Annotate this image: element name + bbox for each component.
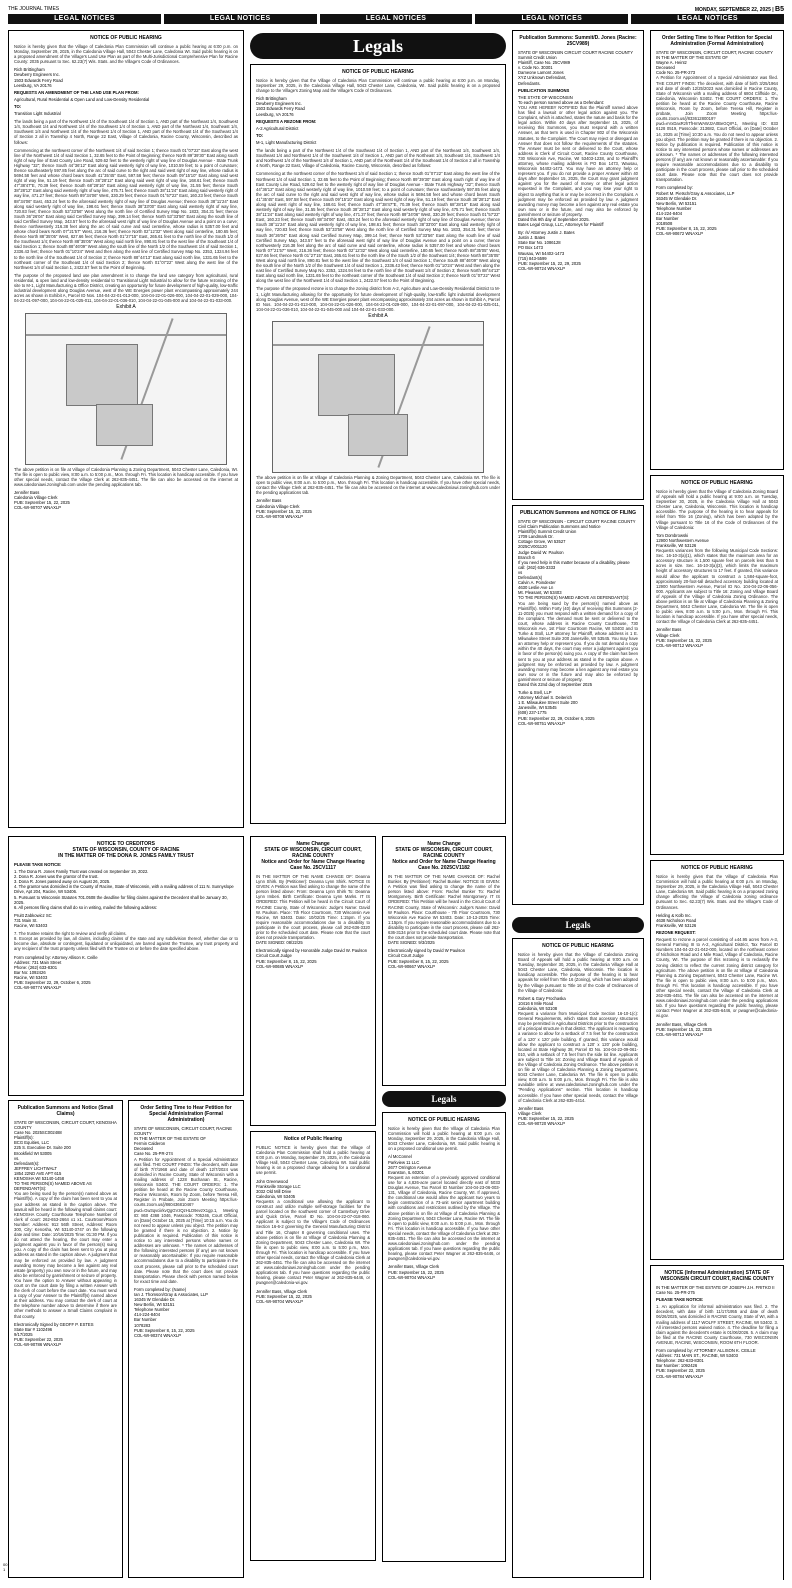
section-header-row xyxy=(8,14,784,24)
notice-name-change-bunker: Name Change STATE OF WISCONSIN, CIRCUIT COURT, RACINE COUNTY Notice and Order for Name Change Hearing Case No. 2025CV1182 IN THE MATTER OF THE NAME CHANGE OF: Rachel Bunker. By (Petitioner): Rachel Bunker. NOTICE IS GIVEN: A Petition was filed asking to change the name of the person listed above: From: Rachel Bunker To: Rachel Montgomery. Birth Certificate: Rachel Montgomery. IT IS ORDERED: This Petition will be heard in the Circuit Court of RACINE County, State of Wisconsin: Judge's Name: David W Paulson. Place: Courthouse - 7th Floor Courtroom, 730 Wisconsin Ave Racine WI 53403. Date: 10-13-2025 Time: 1:15pm. If you require reasonable accommodations due to a disability to participate in the court process, please call 262-636-3134 prior to the scheduled court date. Please note that the court does not provide transportation. DATE SIGNED: 9/3/2025 Electronically signed by David W Paulson Circuit Court Judge PUB: September 8, 15, 22, 2025 COL-WI-90667 WNAXLP xyxy=(382,836,506,1086)
notice-title: NOTICE OF PUBLIC HEARING xyxy=(408,1117,480,1123)
page-number: B5 xyxy=(775,5,784,13)
paper-name: THE JOURNAL TIMES xyxy=(8,6,60,12)
applicant-block: John Greenwood Franksville Storage LLC 3032 Old Mill Drive Caledonia, WI 53405 xyxy=(256,1178,301,1199)
notice-to-creditors: NOTICE TO CREDITORS STATE OF WISCONSIN, COUNTY OF RACINE IN THE MATTER OF THE DONA R. JONES FAMILY TRUST PLEASE TAKE NOTICE: 1. The Dona R. Jones Family Trust was created on September 19, 2022. 2. Dona R. Jones was the grantor of the trust. 3. Dona R. Jones passed away on August 26, 2025. 4. The grantor was domiciled in the County of Racine, State of Wisconsin, with a mailing address of 111 N. Sunnyslope Drive, Apt 204, Racine, WI 53406. 5. Pursuant to Wisconsin Statutes 701.0508 the deadline for filing claims against the Decedent shall be January 30, 2025. 6. All persons filing claims shall do so in writing, mailed the following address: Pruitt Zabkowicz SC 731 Main St. Racine, WI 53403 7. The trustee retains the right to review and verify all claims. 8. Except as provided by law, all claims, including claims of the state and any subdivision thereof, whether due or to become due, absolute or contingent, liquidated or unliquidated, are barred against the Trustee, any trust property and any recipient of the trust property unless filed with the Trustee on or before the date specified above. Form completed by: Attorney Allison K. Ceille Address: 731 Main Street Phone: (262) 633-8301 Bar No: 1092426 Racine, WI 53403 PUB: September 22, 29, October 6, 2025 COL-WI-90774 WNAXLP xyxy=(8,836,244,1096)
running-header xyxy=(8,4,784,14)
exhibit-caption: Exhibit A xyxy=(368,312,388,319)
notice-title: NOTICE OF PUBLIC HEARING xyxy=(542,943,614,949)
order-body: A Petition for Appointment of a Special Administrator was filed. THE COURT FINDS: The decedent, with date of birth 3/25/1964 and date of death 12/25/2023 was domiciled in Racine County, State of Wisconsin with a mailing address of 6804 Cliffside Dr., Caledonia, Wisconsin 53402. THE COURT ORDERS: 1. The petition be heard at the Racine County Courthouse, Racine Wisconsin, Room by Zoom, before Teresa Hill, Register in probate, Join Zoom Meeting https://us-courts.zoom.us/j/83361280019?pwd=eVxDaxRzhTfHmWAWJzA0BeGQrP.1, Meeting ID: 833 6128 0519, Passcode: 213682, Court Official, on [Date] October 14, 2025 at [Time] 10:30 a.m. You do not need to appear unless you object. The petition may be granted if there is no objection. 2. Notice by publication is required. Publication of this notice is notice to any interested persons whose names or addresses are unknown. * The names or addresses of the following interested persons (if any) are not known or reasonably ascertainable: If you require reasonable accommodations due to a disability to participate in the court process, please call prior to the scheduled court date. Please note that the court does not provide transportation. xyxy=(656,75,778,183)
request-from: A-2 Agricultural District xyxy=(256,125,299,131)
signature-block: Jennifer Bass, Village Clerk PUB: September 15, 22, 2025 COL-WI-90713 WNAXLP xyxy=(656,1021,712,1037)
notice-title: Notice of Public Hearing xyxy=(284,1136,342,1142)
claims-address: Pruitt Zabkowicz SC 731 Main St. Racine, WI 53403 xyxy=(14,912,52,929)
legals-banner: Legals xyxy=(512,917,644,933)
column-name-change xyxy=(250,836,376,1576)
signature-block: Jennifer Bass Village Clerk PUB: September 15, 22, 2025 COL-WI-90712 WNAXLP xyxy=(656,627,712,648)
signature-block: Turke & Stell, LLP Attorney Michael S. Deiterich 1 E. Milwaukee Street Suite 200 Janesville, WI 53545 (608) 237-1775 PUB: September 22, 29, October 6, 2025 COL-WI-90751 WNAXLP xyxy=(518,690,595,726)
legals-banner: Legals xyxy=(250,33,506,59)
exhibit-map xyxy=(272,321,484,473)
summons-body: You are being sued by the person(s) named above as Plaintiff(s). Within Forty (40) days of receiving this Summons (2-11-2025) you must respond with a written demand for a copy of the complaint. The demand must be sent or delivered to the court, whose address is Racine County Courthouse, 730 Wisconsin Ave, 1st Floor Courtroom Racine, WI 53403 and to Turke & Stoll, LLP attorney for Plaintiff, whose address is 1 E. Milwaukee Street Suite 200 Janesville, WI 53545. You may have an attorney help or represent you. If you do not demand a copy within the 40 days, the court may enter a judgment against you in favor of the person(s) suing you. A copy of the claim has been sent to you at your address as stated in the caption above. A judgment may be enforced as provided by law. A judgment awarding money may become a lien against any real estate you own now or in the future and may also be enforced by garnishment or seizure of property. xyxy=(518,600,638,682)
section-label: LEGAL NOTICES xyxy=(631,14,784,24)
applicant-block: Rich Brittingham Dewberry Engineers Inc. 1503 Edwards Ferry Road Leesburg, VA 20176 xyxy=(14,67,63,88)
notice-title: Name Change STATE OF WISCONSIN, CIRCUIT COURT, RACINE COUNTY Notice and Order for Name Change Hearing Case No. 25CV1117 xyxy=(261,841,365,871)
notice-title: Publication Summons and Notice (Small Claims) xyxy=(17,1105,114,1117)
signature-block: Jennifer Bass, Village Clerk PUB: September 15, 22, 2025 COL-WI-90704 WNAXLP xyxy=(256,1288,312,1304)
summons-body: YOU ARE HEREBY NOTIFIED that the Plaintiff named above has filed a lawsuit or other legal action against you. The Complaint, which is attached, states the nature and basis for the legal action. Within 40 days after September 15, 2025, of receiving this Summons, you must respond with a written Answer, as that term is used in Chapter 802 of the Wisconsin Statutes, to the Complaint. The Court may reject or disregard an Answer that does not follow the requirements of the statutes. The Answer must be sent or delivered to the Court, whose address is Clerk of Circuit Court, Racine County Courthouse, 730 Wisconsin Ave, Racine, WI 53403-1238, and to Plaintiff's attorney, whose mailing address is PO Box 1473, Wausau, Wisconsin 54402-1473. You may have an attorney help or represent you. If you do not provide a proper Answer within 40 days after September 15, 2025, the Court may grant judgment against you for the award of money or other legal action requested in the Complaint, and you may lose your right to object to anything that is or may be incorrect in the Complaint. A judgment may be enforced as provided by law. A judgment awarding money may become a lien against any real estate you own now or in the future, and may also be enforced by garnishment or seizure of property. xyxy=(518,104,638,217)
closing-paragraph: The above petition is on file at Village of Caledonia Planning & Zoning Department, 5043 Chester Lane, Caledonia WI. The file is open to public view, 8:00 a.m. to 5:00 p.m., Mon. through Fri. This location is handicap accessible. If you have other special needs, contact the Village Clerk at 262-835-4451. The file can also be accessed on the internet at www.caledoniawi.zoninghub.com under the pending applications tab. xyxy=(256,475,500,496)
purpose-paragraph: The purpose of the proposed rezone is to change the zoning district from A-2, Agriculture and Low-Density Residential District to M-1, Light Manufacturing allowing for the opportunity for future development of high-quality, low-traffic light industrial development along Douglas Avenue, west of the WE Energies power plant encompassing approximately 244 acres as shown in Exhibit A, Parcel ID Nos. 104-04-22-01-013-000, 104-04-22-01-026-000, 104-04-22-01-029-000, 104-04-22-01-097-000, 104-04-22-01-025-011, 104-04-22-01-036-010, 104-04-22-01-045-000 and 104-04-22-01-033-000. xyxy=(256,286,500,312)
closing-paragraph: The above petition is on file at Village of Caledonia Planning & Zoning Department, 5043 Chester Lane, Caledonia, WI. The file is open to public view, 8:00 a.m. to 5:00 p.m., Mon. through Fri. This location is handicap accessible. If you have other special needs, contact the Village Clerk at 262-835-4451. The file can also be accessed on the internet at www.caledoniawi.zoninghub.com under the pending applications tab. xyxy=(14,466,238,487)
request-heading: REQUESTS AN AMENDMENT OF THE LAND USE PLAN FROM: xyxy=(14,89,139,95)
notice-title: Publication Summons: Summit/D. Jones (Racine: 25CV989) xyxy=(519,35,637,47)
notice-title: Order Setting Time to Hear Petition for Special Administration (Formal Administration) xyxy=(140,1105,232,1123)
notice-title: Name Change STATE OF WISCONSIN, CIRCUIT COURT, RACINE COUNTY Notice and Order for Name Change Hearing Case No. 2025CV1182 xyxy=(392,841,496,871)
column-land-use xyxy=(8,30,244,830)
applicant-block: Robert & Gary Prochaska 10416 6 Mile Road Caledonia, WI 53108 xyxy=(518,995,566,1011)
column-right xyxy=(650,30,784,1580)
signature-block: Jennifer Bass Caledonia Village Clerk PUB: September 15, 22, 2025 COL-WI-90708 WNAXLP xyxy=(256,498,312,519)
applicant-block: Rich Brittingham Dewberry Engineers Inc. 1503 Edwards Ferry Road Leesburg, VA 20176 xyxy=(256,96,305,117)
signature-block: Jennifer Bass Caledonia Village Clerk PUB: September 15, 22, 2025 COL-WI-90707 WNAXLP xyxy=(14,489,70,511)
notice-order-calderon: Order Setting Time to Hear Petition for Special Administration (Formal Administration) STATE OF WISCONSIN, CIRCUIT COURT, RACINE COUNTY IN THE MATTER OF THE ESTATE OF Fermin Calderon Deceased Case No. 25-PR-274 A Petition for Appointment of a Special Administrator was filed. THE COURT FINDS: The decedent, with date of birth 7/7/1968 and date of death 12/7/2024 was domiciled in Racine County, State of Wisconsin with a mailing address of 1228 Buchanan St., Racine, Wisconsin 53402. THE COURT ORDERS: 1. The petition be heard at the Racine County Courthouse, Racine Wisconsin, Room by Zoom, before Teresa Hill, Register in Probate, Join Zoom Meeting https://us-courts.zoom.us/j/86043681046?pwd=Gw3qvciirkvQgGVzQzHLD9evzX1gp.1, Meeting ID: 860 4368 1046, Passcode: 705246, Court Official, on [Date] October 15, 2025 at [Time] 10:15 a.m. You do not need to appear unless you object. The petition may be granted if there is no objection. 2. Notice by publication is required. Publication of this notice is notice to any interested persons whose names or addresses are unknown. * The names or addresses of the following interested persons (if any) are not known or reasonably ascertainable: If you require reasonable accommodations due to a disability to participate in the court process, please call prior to the scheduled court date. Please note that the court does not provide transportation. Please check with person named below for exact time and date. Form completed by: (Name) Ian J. Thomson/Gray & Associates, LLP 16345 W Glendale Dr. New Berlin, WI 53151 Telephone Number 414-224-8404 Bar Number 1078283 PUB: September 8, 15, 22, 2025 COL-WI-90374 WNAXLP xyxy=(128,1100,244,1578)
legal-description: Commencing at the northwest corner of the Northwest 1/4 of said Section 1; thence South 01°07'22" East along the west line of the Northwest 1/4 of said Section 1, 32.65 feet to the Point of Beginning; thence North 89°39'30" East along south right of way line of East County Line Road, 529.62 feet to the westerly right of way line of Douglas Avenue - State Trunk Highway "32"; thence South 44°36'12" East along said westerly right of way line, 1010.59 feet; to a point of curvature; thence southeasterly 597.85 feet along the arc of said curve to the right and said west right of way line, whose radius is 5694.58 feet and whose chord bears South 41°35'45" East, 597.58 feet; thence South 09°15'10" East along said west right of way line, 51.19 feet; thence South 38°28'12" East along said west right of way line, 168.61 feet; thence South 47°38'47"E, 70.39 feet; thence South 68°28'16" East along said westerly right of way line, 31.55 feet; thence South 38°28'12" East along said westerly right of way line, 475.71 feet; thence South 38°11'24" East along said westerly right of way line, 471.27 feet; thence North 89°34'06" West, 330.29 feet; thence South 01°57'22" East, 160.23 feet; thence South 88°34'06" East, 453.24 feet to the aforesaid westerly right of way line of Douglas Avenue; thence South 38°11'24" East along said westerly right of way line, 198.61 feet; thence South 38°33'00" East along said westerly right of way line, 720.83 feet; thence South 53°33'56" West along the north line of Certified Survey Map No. 1833, 354.31 feet; thence South 36°26'04" East along said Certified Survey Map, 399.14 feet; thence North 53°33'56" East along the south line of said Certified Survey Map, 343.57 feet to the aforesaid west right of way line of Douglas Avenue and a point on a curve; thence northwesterly 216.38 feet along the arc of said curve and said centerline, whose radius is 5357.00 feet and whose chord bears North 07°21'57" West, 216.36 feet; thence North 02°12'32" West along said centerline, 180.65 feet; thence North 88°35'05" West, 827.66 feet; thence North 01°27'15" East, 265.61 feet to the north line of the South 1/2 of the Southeast 1/4; thence North 88°35'05" West along said north line, 890.81 feet to the west line of the Southeast 1/4 of said Section 1; thence South 88°46'09" West along the south line of the North 1/2 of the Southwest 1/4 of said Section 1, 2336.43 feet; thence North 01°10'24" West and then along the east line of Certified Survey Map No. 2353, 1324.94 feet to the north line of the Southeast 1/4 of Section 2; thence North 88°44'13" East along said north line, 1331.65 feet to the northeast corner of the Southeast 1/4 of said Section 2; thence North 01°07'22" West along the west line of the Northwest 1/4 of said Section 1, 2422.57 feet to the Point of Beginning. xyxy=(256,171,500,284)
applicant-block: Al McConnel Parkview 11 LLC 2677 Orrington Avenue Evanston, IL 60201 xyxy=(388,1154,431,1175)
column-name-change-2 xyxy=(382,836,506,1576)
purpose-paragraph: The purpose of the proposed land use plan amendment is to change the land use category from agricultural, rural residential, & open land and low-density residential to Transitional Light Industrial to allow for the future rezoning of the site to M-1, Light Manufacturing & Office District, creating an opportunity for future development of high-quality, low-traffic industrial development along Douglas Avenue, west of the WE Energies power plant encompassing approximately 244 acres as shown in Exhibit A, Parcel ID Nos. 104-04-22-01-013-000, 104-04-22-01-026-000, 104-04-22-01-029-000, 104-04-22-01-097-000, 104-04-22-01-025-011, 104-04-22-01-036-010, 104-04-22-01-045-000 and 104-04-22-01-033-000. xyxy=(14,272,238,304)
notice-intro: Notice is hereby given that the Village of Caledonia Plan Commission will continue a public hearing at 6:00 p.m. on Monday, September 29, 2025, in the Caledonia Village Hall, 5043 Chester Lane, Caledonia WI. Said public hearing is on a proposed amendment of the Village's Land Use Plan as part of the Multi-Jurisdictional Comprehensive Plan for Racine County: 2035 pursuant to Sec. 62.23(7) Wis. Stats. and the Village's Code of Ordinances. xyxy=(14,44,238,65)
signature-block: Jennifer Bass, Village Clerk PUB: September 15, 22, 2025 COL-WI-90704 WNAXLP xyxy=(388,1264,444,1280)
request-to: M-1, Light Manufacturing District xyxy=(256,139,317,145)
legal-description: Commencing at the northwest corner of the Northwest 1/4 of said Section 1; thence South 01°07'22" East along the west line of the Northwest 1/4 of said Section 1, 32.65 feet to the Point of Beginning; thence North 89°39'30" East along south right of way line of East County Line Road, 529.62 feet to the westerly right of way line of Douglas Avenue - State Trunk Highway "32"; thence South 44°36'12" East along said westerly right of way line, 1010.59 feet; to a point of curvature; thence southeasterly 597.85 feet along the arc of said curve to the right and said west right of way line, whose radius is 5694.58 feet and whose chord bears South 41°35'45" East, 597.58 feet; thence South 09°15'10" East along said west right of way line, 51.19 feet; thence South 38°28'12" East along said west right of way line, 168.61 feet; thence South 47°38'47"E, 70.39 feet; thence South 68°28'16" East along said westerly right of way line, 31.55 feet; thence South 38°28'12" East along said westerly right of way line, 475.71 feet; thence South 38°11'24" East along said westerly right of way line, 471.27 feet; thence North 89°34'06" West, 330.29 feet; thence South 01°57'22" East, 160.23 feet; thence South 88°34'06" East, 453.24 feet to the aforesaid westerly right of way line of Douglas Avenue; thence South 38°11'24" East along said westerly right of way line, 198.61 feet; thence South 38°33'00" East along said westerly right of way line, 720.83 feet; thence South 53°33'56" West along the north line of Certified Survey Map No. 1833, 354.31 feet; thence South 36°26'04" East along said Certified Survey Map, 399.14 feet; thence North 53°33'56" East along the south line of said Certified Survey Map, 343.57 feet to the aforesaid west right of way line of Douglas Avenue and a point on a curve; thence northwesterly 216.38 feet along the arc of said curve and said centerline, whose radius is 5357.00 feet and whose chord bears North 07°21'57" West, 216.36 feet; thence North 02°12'32" West along said centerline, 180.65 feet; thence North 88°35'05" West, 827.66 feet; thence North 01°27'15" East, 265.61 feet to the north line of the South 1/2 of the Southeast 1/4; thence North 88°35'05" West along said north line, 890.81 feet to the west line of the Southeast 1/4 of said Section 1; thence South 88°46'09" West along the south line of the North 1/2 of the Southwest 1/4 of said Section 1, 2336.43 feet; thence North 01°10'24" West and then along the east line of Certified Survey Map No. 2353, 1324.94 feet to the north line of the Southeast 1/4 of Section 2; thence North 88°44'13" East along said north line, 1331.65 feet to the northeast corner of the Southeast 1/4 of said Section 2; thence North 01°07'22" West along the west line of the Northwest 1/4 of said Section 1, 2422.57 feet to the Point of Beginning. xyxy=(14,147,238,270)
section-label: LEGAL NOTICES xyxy=(475,14,628,24)
lands-description: The lands being a part of the Northwest 1/4 of the Southeast 1/4 of Section 1, AND part of the Northeast 1/4, Southwest 1/4, Southeast 1/4 and Northwest 1/4 of the Southwest 1/4 of Section 1, AND part of the Northeast 1/4, Southeast 1/4, Southwest 1/4 and Northwest 1/4 of the Northwest 1/4 of Section 1, AND part of the Northeast 1/4 of the Southeast 1/4 of Section 2 all in Township 4 North, Range 22 East, Village of Caledonia, Racine County, Wisconsin, described as follows: xyxy=(256,148,500,169)
drafted-by: Form completed by: Attorney Allison K. Ceille Address: 731 Main Street Phone: (262) 633-8301 Bar No: 1092426 Racine, WI 53403 PUB: September 22, 29, October 6, 2025 COL-WI-90774 WNAXLP xyxy=(14,954,98,991)
page-margin-marker: 00 1 xyxy=(3,1562,8,1572)
notice-publication-summons: Publication Summons: Summit/D. Jones (Racine: 25CV989) STATE OF WISCONSIN CIRCUIT COURT RACINE COUNTY Summit Credit Union Plaintiff, Case No. 25CV989 v. Code No. 30301 Dameone Lamont Jones XYZ Unknown Defendant, Defendants. PUBLICATION SUMMONS THE STATE OF WISCONSIN To each person named above as a Defendant: YOU ARE HEREBY NOTIFIED that the Plaintiff named above has filed a lawsuit or other legal action against you. The Complaint, which is attached, states the nature and basis for the legal action. Within 40 days after September 15, 2025, of receiving this Summons, you must respond with a written Answer, as that term is used in Chapter 802 of the Wisconsin Statutes, to the Complaint. The Court may reject or disregard an Answer that does not follow the requirements of the statutes. The Answer must be sent or delivered to the Court, whose address is Clerk of Circuit Court, Racine County Courthouse, 730 Wisconsin Ave, Racine, WI 53403-1238, and to Plaintiff's attorney, whose mailing address is PO Box 1473, Wausau, Wisconsin 54402-1473. You may have an attorney help or represent you. If you do not provide a proper Answer within 40 days after September 15, 2025, the Court may grant judgment against you for the award of money or other legal action requested in the Complaint, and you may lose your right to object to anything that is or may be incorrect in the Complaint. A judgment may be enforced as provided by law. A judgment awarding money may become a lien against any real estate you own now or in the future, and may also be enforced by garnishment or seizure of property. Dated this 9th day of September 2025. Bates Legal Group, LLC, Attorneys for Plaintiff By: /s/ Attorney Justin J. Bates Justin J. Bates State Bar No. 1086128 PO Box 1473 Wausau, WI 54402-1473 (715) 843-5599 PUB: September 15, 22, 29, 2025 COL-WI-90724 WNAXLP xyxy=(512,30,644,500)
notice-order-heintz: Order Setting Time to Hear Petition for Special Administration (Formal Administration) STATE OF WISCONSIN, CIRCUIT COURT, RACINE COUNTY IN THE MATTER OF THE ESTATE OF Wayne A. Heintz Deceased Code No. 25-PR-273 A Petition for Appointment of a Special Administrator was filed. THE COURT FINDS: The decedent, with date of birth 3/25/1964 and date of death 12/25/2023 was domiciled in Racine County, State of Wisconsin with a mailing address of 6804 Cliffside Dr., Caledonia, Wisconsin 53402. THE COURT ORDERS: 1. The petition be heard at the Racine County Courthouse, Racine Wisconsin, Room by Zoom, before Teresa Hill, Register in probate, Join Zoom Meeting https://us-courts.zoom.us/j/83361280019?pwd=eVxDaxRzhTfHmWAWJzA0BeGQrP.1, Meeting ID: 833 6128 0519, Passcode: 213682, Court Official, on [Date] October 14, 2025 at [Time] 10:30 a.m. You do not need to appear unless you object. The petition may be granted if there is no objection. 2. Notice by publication is required. Publication of this notice is notice to any interested persons whose names or addresses are unknown. * The names or addresses of the following interested persons (if any) are not known or reasonably ascertainable: If you require reasonable accommodations due to a disability to participate in the court process, please call prior to the scheduled court date. Please note that the court does not provide transportation. Form completed by: Robert M. Pietsch/Gray & Associates, LLP 16345 W Glendale Dr. New Berlin, WI 53151 Telephone Number 414-224-8404 Bar Number 1018508 PUB: September 8, 15, 22, 2025 COL-WI-90672 WNAXLP xyxy=(650,30,784,470)
notice-title: NOTICE OF PUBLIC HEARING xyxy=(681,480,753,486)
column-small-claims xyxy=(8,1100,123,1578)
request-from: Agricultural, Rural Residential & Open Land and Low-Density Residential xyxy=(14,96,150,102)
lands-description: The lands being a part of the Northwest 1/4 of the Southeast 1/4 of Section 1, AND part of the Northeast 1/4, Southwest 1/4, Southeast 1/4 and Northwest 1/4 of the Southwest 1/4 of Section 1, AND part of the Northeast 1/4, Southeast 1/4, Southwest 1/4 and Northwest 1/4 of the Northwest 1/4 of Section 1, AND part of the Northeast 1/4 of the Southeast 1/4 of Section 2 all in Township 4 North, Range 22 East, Village of Caledonia, Racine County, Wisconsin, described as follows: xyxy=(14,119,238,145)
column-order-fermin xyxy=(128,1100,244,1578)
column-creditors xyxy=(8,836,244,1096)
notice-title: Order Setting Time to Hear Petition for Special Administration (Formal Administration) xyxy=(661,35,773,47)
request-to-label: TO: xyxy=(14,103,22,109)
applicant-block: Helding & Kolb Inc. 4638 Nicholson Road Franksville, WI 53126 xyxy=(656,912,697,928)
parcel-area xyxy=(318,354,395,416)
signature-block: Electronically signed by Honorable Judge David W. Paulson Circuit Court Judge PUB: September 8, 15, 22, 2025 COL-WI-90685 WNAXLP xyxy=(256,948,368,969)
parcel-area xyxy=(348,414,408,456)
notice-storage-hearing: Notice of Public Hearing PUBLIC NOTICE is hereby given that the Village of Caledonia Plan Commission shall hold a public hearing at 6:00 p.m. on Monday, September 29, 2025, in the Caledonia Village Hall, 5043 Chester Lane, Caledonia WI. Said public hearing is on a proposed change allowing for a conditional use permit. John Greenwood Franksville Storage LLC 3032 Old Mill Drive Caledonia, WI 53405 Requests a conditional use allowing the applicant to construct and utilize multiple self-storage facilities for the parcel located on the southwest corner of Canterbury Drive and Quick Drive, Parcel ID No. 104-04-22-07-018-060. Applicant is subject to the Village's Code of Ordinances Section 16-6-2 governing the General Manufacturing District and Title 16, Chapter 8 governing conditional uses. The above petition is on file at Village of Caledonia Planning & Zoning Department, 5043 Chester Lane, Caledonia WI. The file is open to public view, 8:00 a.m. to 5:00 p.m., Mon. through Fri. This location is handicap accessible. If you have other special needs, contact the Village of Caledonia Clerk at 262-835-4451. The file can also be accessed on the internet at www.caledoniawi.zoninghub.com under the pending applications tab. If you have questions regarding the public hearing, please contact Peter Wagner at 262-835-6446, or pwagner@caledonia-wi.gov. Jennifer Bass, Village Clerk PUB: September 15, 22, 2025 COL-WI-90704 WNAXLP xyxy=(250,1131,376,1561)
signature-block: By: /s/ Attorney Justin J. Bates Justin J. Bates State Bar No. 1086128 PO Box 1473 Wausau, WI 54402-1473 (715) 843-5599 PUB: September 15, 22, 29, 2025 COL-WI-90724 WNAXLP xyxy=(518,230,581,271)
notice-title: PUBLICATION Summons and NOTICE OF FILING xyxy=(519,510,637,516)
signature-block: Electronically Signed by GEOFF P. ESTES State Bar # 1102496 9/17/2025 PUB: September 22, 2025 COL-WI-90786 WNAXLP xyxy=(14,1321,94,1348)
exhibit-map xyxy=(25,313,227,465)
notice-rezone xyxy=(250,64,506,824)
column-appeals xyxy=(512,914,644,1579)
notice-appeals-prochaska: NOTICE OF PUBLIC HEARING Notice is hereby given that the Village of Caledonia Zoning Board of Appeals will hold a public hearing at 9:00 a.m. on Tuesday, September 30, 2025, in the Caledonia Village Hall at 5043 Chester Lane, Caledonia, Wisconsin. The location is handicap accessible. The purpose of the hearing is to hear appeals for relief from Title 16 (Zoning), which has been adopted by the Village pursuant to Title 16 of the Code of Ordinances of the Village of Caledonia: Robert & Gary Prochaska 10416 6 Mile Road Caledonia, WI 53108 Request a variance from Municipal Code Section 16-10-1(c): General Requirements, which states that accessory structures may be permitted in Agricultural Districts prior to the construction of a principal structure in that district. The applicant is requesting a variance to allow for a setback of 7.5 feet for the construction of a 120' x 120' pole building. If granted, this variance would allow the applicant to construct a 120' x 120' pole building, located at State Highway 38, Parcel ID No. 104-04-22-09-061-010, with a setback of 7.5 feet from the side lot line. Applicants are subject to Title 16: Zoning and Village Board of Appeals of the Village of Caledonia Zoning Ordinance. The above petition is on file at Village of Caledonia Planning & Zoning Department, 5043 Chester Lane, Caledonia WI. The file is open to public view, 8:00 a.m. to 5:00 p.m., Mon. through Fri. The file is also available online at www.caledoniawi.zoninghub.com under the "Pending Applications" section. This location is handicap accessible. If you have other special needs, contact the Village of Caledonia Clerk at 262-835-4414. Jennifer Bass Village Clerk PUB: September 15, 22, 2025 COL-WI-90720 WNAXLP xyxy=(512,938,644,1578)
notice-title: NOTICE OF PUBLIC HEARING xyxy=(681,865,753,871)
notice-name-change-shirk: Name Change STATE OF WISCONSIN, CIRCUIT COURT, RACINE COUNTY Notice and Order for Name Change Hearing Case No. 25CV1117 IN THE MATTER OF THE NAME CHANGE OF: Deanna Lynn Shirk. By (Petitioner): Deanna Lynn Shirk. NOTICE IS GIVEN: A Petition was filed asking to change the name of the person listed above: From: Deanna Lynn Shirk To: Deanna Lynn Imberi. Birth Certificate: Deanna Lynn Marks. IT IS ORDERED: This Petition will be heard in the Circuit Court of RACINE County, State of Wisconsin: Judge's Name: David W. Paulson. Place: 7th Floor Courtroom, 730 Wisconsin Ave Racine, WI 53403. Date: 10/02/25 Time: 1:15pm. If you require reasonable accommodations due to a disability to participate in the court process, please call 262-636-3320 prior to the scheduled court date. Please note that the court does not provide transportation. DATE SIGNED: 08/22/25 Electronically signed by Honorable Judge David W. Paulson Circuit Court Judge PUB: September 8, 15, 22, 2025 COL-WI-90685 WNAXLP xyxy=(250,836,376,1126)
applicant-block: Tom Dombrowski 12900 Northwestern Avenue Franksville, WI 53126 xyxy=(656,532,709,548)
notice-intro: Notice is hereby given that the Village of Caledonia Plan Commission will continue a public hearing at 6:00 p.m. on Monday, September 29, 2025, in the Caledonia Village Hall, 5043 Chester Lane, Caledonia, WI. Said public hearing is on a proposed change to the Village's Zoning Map and the Village's Code of Ordinances. xyxy=(256,78,500,94)
notice-title: NOTICE TO CREDITORS STATE OF WISCONSIN, COUNTY OF RACINE IN THE MATTER OF THE DONA R. JONES FAMILY TRUST xyxy=(58,841,194,859)
notice-title: NOTICE OF PUBLIC HEARING xyxy=(90,35,162,41)
notice-small-claims: Publication Summons and Notice (Small Claims) STATE OF WISCONSIN, CIRCUIT COURT, KENOSHA COUNTY Case No. 2025SC002488 Plaintiff(s): BCG Equities, LLC 225 S. Executive Dr. Suite 200 Brookfield WI 53005 vs. Defendant(s): JEFFREY LICHTWALT 1854 22ND AVE APT 615 KENOSHA WI 53140-1458 TO THE PERSON(S) NAMED ABOVE AS DEFENDANT(S): You are being sued by the person(s) named above as Plaintiff(s). A copy of the claim has been sent to you at your address as stated in the caption above. The lawsuit will be heard in the following small claims court: KENOSHA County Courthouse Telephone Number of clerk of court: 262-653-2664 x1 x1. Courtroom/Room Number: Address: 912 56th Street, Address: Room 300, City: Kenosha, WI 53140-3747 on the following date and time: Date: 10/16/2025 Time: 01:30 PM. If you do not attend the hearing, the court may enter a judgment against you in favor of the person(s) suing you. A copy of the claim has been sent to you at your address as stated in the caption above. A judgment that may be enforced as provided by law. A judgment awarding money may become a lien against any real estate (property) you own now or in the future, and may also be enforced by garnishment or seizure of property. You have the option to Answer without appearing in court on the court date by filing a written Answer with the clerk of court before the court date. You must send a copy of your Answer to the Plaintiff(s) named above at their address. You may contact the clerk of court at the telephone number above to determine if there are other methods to answer a Small Claims complaint in that county. Electronically Signed by GEOFF P. ESTES State Bar # 1102496 9/17/2025 PUB: September 22, 2025 COL-WI-90786 WNAXLP xyxy=(8,1100,123,1578)
request-to: Transition Light Industrial xyxy=(14,111,61,117)
notice-land-use-amendment xyxy=(8,30,244,828)
section-label: LEGAL NOTICES xyxy=(8,14,161,24)
notice-senior-apartments-hearing: NOTICE OF PUBLIC HEARING Notice is hereby given that the Village of Caledonia Plan Commission will hold a public hearing at 6:00 p.m. on Monday, September 29, 2025, in the Caledonia Village Hall, 5043 Chester Lane, Caledonia, WI. Said public hearing is on a proposed conditional use permit. Al McConnel Parkview 11 LLC 2677 Orrington Avenue Evanston, IL 60201 Request an extension of a previously approved conditional use for a 4,826-acre parcel located directly east of 5033 Douglas Avenue, Tax Parcel ID Number 104-04-23-06-003-131, Village of Caledonia, Racine County, WI. If approved, the conditional use would allow the applicant two years to begin construction of a 73-unit senior apartment building with conditions and restrictions outlined by the Village. The above petition is on file at Village of Caledonia Planning & Zoning Department, 5043 Chester Lane, Racine WI. The file is open to public view, 8:00 a.m. to 5:00 p.m., Mon. through Fri. This location is handicap accessible. If you have other special needs, contact the Village of Caledonia Clerk at 262-835-4451. The file can also be accessed on the internet at www.caledoniawi.zoninghub.com under the pending applications tab. If you have questions regarding the public hearing, please contact Peter Wagner at 262-835-6446, or pwagner@caledonia-wi.gov. Jennifer Bass, Village Clerk PUB: September 15, 22, 2025 COL-WI-90704 WNAXLP xyxy=(382,1112,506,1562)
column-summons xyxy=(512,30,644,910)
notice-rezone-helding: NOTICE OF PUBLIC HEARING Notice is hereby given that the Village of Caledonia Plan Commission will hold a public hearing at 6:00 p.m. on Monday, September 29, 2025, in the Caledonia Village Hall, 5043 Chester Lane, Caledonia WI. Said public hearing is on a proposed zoning change affecting the Village of Caledonia zoning ordinance pursuant to Sec. 62.23(7) Wis. Stats. and the Village's Code of Ordinances. Helding & Kolb Inc. 4638 Nicholson Road Franksville, WI 53126 REZONE REQUEST: Request to rezone a parcel consisting of ±44.95 acres from A-3, General Farming III to A-2, Agricultural District, Tax Parcel ID Numbers 104-04-22-21-042-000, located on the northeast corner of Nicholson Road and 4 Mile Road, Village of Caledonia, Racine County, WI. The purpose of this rezoning is to reclassify the zoning district to reflect the current zoning district category for agriculture. The above petition is on file at Village of Caledonia Planning & Zoning Department, 5043 Chester Lane, Racine WI. The file is open to public view, 8:00 a.m. to 5:00 p.m., Mon. through Fri. This location is handicap accessible. If you have other special needs, contact the Village of Caledonia Clerk at 262-835-4451. The file can also be accessed on the internet at www.caledoniawi.zoninghub.com under the pending applications tab. If you have questions regarding the public hearing, please contact Peter Wagner at 262-835-6446, or pwagner@caledonia-wi.gov. Jennifer Bass, Village Clerk PUB: September 15, 22, 2025 COL-WI-90713 WNAXLP xyxy=(650,860,784,1260)
parcel-area xyxy=(96,404,153,446)
request-heading: REQUESTS A REZONE FROM: xyxy=(256,118,317,124)
section-label: LEGAL NOTICES xyxy=(164,14,317,24)
notice-summons-filing: PUBLICATION Summons and NOTICE OF FILING STATE OF WISCONSIN - CIRCUIT COURT RACINE COUNTY Civil Claim Publication Summons and Notice Plaintiff(s) Summit Credit Union 1709 Landmark Dr. Cottage Grove, WI 53527 2025CV001120 Judge David W. Paulson Branch 6 If you need help in this matter because of a disability, please call: (262) 636-3333 vs Defendant(s) Calvin A. Poindexter 4630 Leslie Ave Ln Mt. Pleasant, WI 53403 TO THE PERSON(S) NAMED ABOVE AS DEFENDANT(S): You are being sued by the person(s) named above as Plaintiff(s). Within Forty (40) days of receiving this Summons (2-11-2025) you must respond with a written demand for a copy of the complaint. The demand must be sent or delivered to the court, whose address is Racine County Courthouse, 730 Wisconsin Ave, 1st Floor Courtroom Racine, WI 53403 and to Turke & Stoll, LLP attorney for Plaintiff, whose address is 1 E. Milwaukee Street Suite 200 Janesville, WI 53545. You may have an attorney help or represent you. If you do not demand a copy within the 40 days, the court may enter a judgment against you in favor of the person(s) suing you. A copy of the claim has been sent to you at your address as stated in the caption above. A judgment may be enforced as provided by law. A judgment awarding money may become a lien against any real estate you own now or in the future and may also be enforced by garnishment or seizure of property. Dated this 22nd day of September 2025 Turke & Stell, LLP Attorney Michael S. Deiterich 1 E. Milwaukee Street Suite 200 Janesville, WI 53545 (608) 237-1775 PUB: September 22, 29, October 6, 2025 COL-WI-90751 WNAXLP xyxy=(512,505,644,905)
notice-informal-administration: NOTICE (Informal Administration) STATE OF WISCONSIN CIRCUIT COURT, RACINE COUNTY IN THE MATTER OF THE ESTATE OF JOSEPH J.H. FRITKO II Case No. 25-PR-275 PLEASE TAKE NOTICE: 1. An application for informal administration was filed. 2. The decedent, with date of birth 11/17/1955 and date of death 06/26/2025, was domiciled in RACINE County, State of WI, with a mailing address of 1117 WOLFF STREET, RACINE, WI 53402. 3. All interested persons waived notice. 4. The deadline for filing a claim against the decedent's estate is 01/06/2026. 5. A claim may be filed at the RACINE County Courthouse, 730 WISCONSIN AVENUE, RACINE, WISCONSIN, ROOM 6TH FLOOR. Form completed by: ATTORNEY ALLISON K. CEILLE Address: 731 MAIN ST., RACINE, WI 53403 Telephone: 262-633-8301 Bar Number: 1092426 PUB: September 22, 2025 COL-WI-90784 WNAXLP xyxy=(650,1265,784,1580)
notice-title: NOTICE (Informal Administration) STATE OF WISCONSIN CIRCUIT COURT, RACINE COUNTY xyxy=(660,1270,774,1282)
drafted-by: Form completed by: (Name) Ian J. Thomson/Gray & Associates, LLP 16345 W Glendale Dr. New Berlin, WI 53151 Telephone Number 414-224-8404 Bar Number 1078283 PUB: September 8, 15, 22, 2025 COL-WI-90374 WNAXLP xyxy=(134,1286,208,1338)
column-rezone xyxy=(250,30,506,830)
date-and-page: MONDAY, SEPTEMBER 22, 2025 | B5 xyxy=(694,5,784,13)
notice-appeals-dombrowski: NOTICE OF PUBLIC HEARING Notice is hereby given that the Village of Caledonia Zoning Board of Appeals will hold a public hearing at 9:00 a.m. on Tuesday, September 30, 2025, in the Caledonia Village Hall at 5043 Chester Lane, Caledonia, Wisconsin. This location is handicap accessible. The purpose of the hearing is to hear appeals for relief from Title 16 (Zoning), which has been adopted by the Village pursuant to Title 16 of the Code of Ordinances of the Village of Caledonia: Tom Dombrowski 12900 Northwestern Avenue Franksville, WI 53126 Requests variances from the following Municipal Code Sections: Sec. 16-10-3(a)(1), which states that the maximum area for an accessory structure is 1,500 square feet on parcels less than 5 acres in size. Sec. 16-10-3(a)(3), which limits the maximum height of accessory structures to 17 feet. If granted, this variance would allow the applicant to construct a 1,584-square-foot, approximately 20-foot-tall detached accessory building located at 12900 Northwestern Avenue, Parcel ID No. 104-04-22-06-056-000. Applicants are subject to Title 16: Zoning and Village Board of Appeals of the Village of Caledonia Zoning Ordinance. The above petition is on file at Village of Caledonia Planning & Zoning Department, 5043 Chester Lane, Caledonia WI. The file is open to public view, 8:00 a.m. to 5:00 p.m., Mon. through Fri. This location is handicap accessible. If you have other special needs, contact the Village of Caledonia Clerk at 262-835-4451. Jennifer Bass Village Clerk PUB: September 15, 22, 2025 COL-WI-90712 WNAXLP xyxy=(650,475,784,855)
parcel-area xyxy=(66,344,138,406)
drafted-by: Form completed by: ATTORNEY ALLISON K. CEILLE Address: 731 MAIN ST., RACINE, WI 53403 Telephone: 262-633-8301 Bar Number: 1092426 PUB: September 22, 2025 COL-WI-90784 WNAXLP xyxy=(656,1348,756,1379)
request-to-label: TO: xyxy=(256,132,264,138)
legals-banner: Legals xyxy=(382,1091,506,1107)
drafted-by: Form completed by: Robert M. Pietsch/Gray & Associates, LLP 16345 W Glendale Dr. New Berlin, WI 53151 Telephone Number 414-224-8404 Bar Number 1018508 PUB: September 8, 15, 22, 2025 COL-WI-90672 WNAXLP xyxy=(656,185,735,237)
signature-block: Electronically signed by David W Paulson Circuit Court Judge PUB: September 8, 15, 22, 2025 COL-WI-90667 WNAXLP xyxy=(388,948,466,969)
notice-title: NOTICE OF PUBLIC HEARING xyxy=(342,69,414,75)
exhibit-caption: Exhibit A xyxy=(116,304,136,311)
section-label: LEGAL NOTICES xyxy=(320,14,473,24)
signature-block: Jennifer Bass Village Clerk PUB: September 15, 22, 2025 COL-WI-90720 WNAXLP xyxy=(518,1105,574,1126)
